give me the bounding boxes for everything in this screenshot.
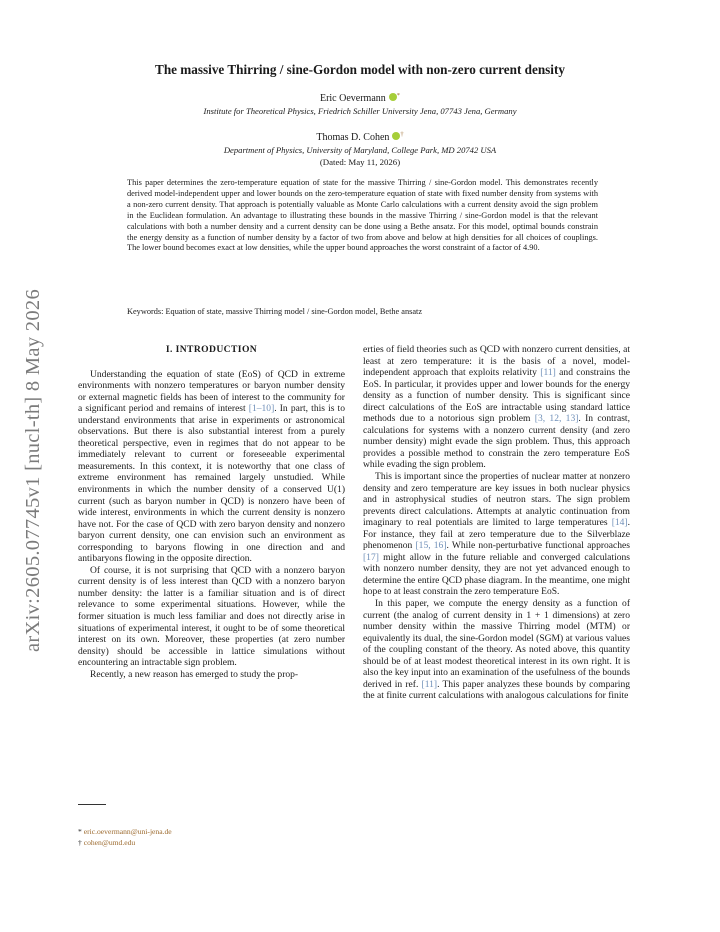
- left-column: [78, 344, 345, 680]
- keywords: Keywords: Equation of state, massive Thirring model / sine-Gordon model, Bethe ansatz: [127, 307, 423, 316]
- intro-paragraph-3: Recently, a new reason has emerged to study the prop-: [90, 668, 299, 680]
- author-1-mark[interactable]: *: [396, 92, 401, 99]
- author-2-name: Thomas D. Cohen: [316, 132, 390, 143]
- section-heading-introduction: I. INTRODUCTION: [165, 344, 258, 355]
- footnote-1: * eric.oevermann@uni-jena.de: [78, 827, 172, 836]
- intro-paragraph-2: Of course, it is not surprising that QCD with a nonzero baryon current density is of less interest than QCD with a nonzero baryon number density: the latter is a familiar situation and is of direct relevance to some experimental situations. However, while the former situation is much less familiar and does not directly arise in situations of experimental interest, it ought to be of some theoretical interest on its own. Moreover, these properties (at zero number density) should be accessible in lattice simulations without encountering an intractable sign problem.: [78, 564, 345, 669]
- citation-link[interactable]: [3, 12, 13]: [534, 413, 579, 425]
- dated-line: (Dated: May 11, 2026): [319, 157, 401, 167]
- footnote-divider: [78, 804, 106, 805]
- citation-link[interactable]: [11]: [540, 367, 556, 379]
- paper-title: The massive Thirring / sine-Gordon model with non-zero current density: [155, 62, 565, 77]
- email-link[interactable]: eric.oevermann@uni-jena.de: [83, 827, 172, 836]
- intro-paragraph-3-cont: erties of field theories such as QCD with nonzero current densities, at least at zero temperature: it is the basis of a novel, model-independent approach that exploits relativity [11] and constrains the EoS. In particular, it provides upper and lower bounds for the energy density as a function of number density. This is significant since direct calculations of the EoS are intractable using standard lattice methods due to a notorious sign problem [3, 12, 13]. In contrast, calculations for systems with a nonzero current density (and zero number density) might evade the sign problem. Thus, this approach provides a possible method to constrain the zero temperature EoS while evading the sign problem.: [363, 344, 630, 471]
- intro-paragraph-5: In this paper, we compute the energy density as a function of current (the analog of current density in 1 + 1 dimensions) at zero number density within the massive Thirring model (MTM) or equivalently its dual, the sine-Gordon model (SGM) at various values of the coupling constant of the theory. As noted above, this quantity should be of at least modest theoretical interest in its own right. It is also the key input into an examination of the usefulness of the bounds derived in ref. [11]. This paper analyzes these bounds by comparing the at finite current calculations with analogous calculations for finite: [363, 598, 631, 702]
- arxiv-identifier[interactable]: arXiv:2605.07745v1 [nucl-th] 8 May 2026: [22, 289, 44, 652]
- right-column: [363, 344, 630, 702]
- footnotes: [78, 826, 172, 848]
- author-2-mark[interactable]: †: [400, 131, 404, 138]
- citation-link[interactable]: [15, 16]: [415, 540, 447, 552]
- author-1-affiliation: Institute for Theoretical Physics, Friedrich Schiller University Jena, 07743 Jena, Germany: [203, 106, 517, 116]
- author-1-name: Eric Oevermann: [319, 93, 386, 104]
- citation-link[interactable]: [14]: [611, 517, 628, 529]
- footnote-2: † cohen@umd.edu: [78, 838, 136, 847]
- orcid-icon[interactable]: [389, 93, 397, 101]
- author-2: [0, 131, 720, 143]
- email-link[interactable]: cohen@umd.edu: [83, 838, 136, 847]
- citation-link[interactable]: [11]: [421, 678, 438, 690]
- author-1: [0, 92, 720, 104]
- author-2-affiliation: Department of Physics, University of Maryland, College Park, MD 20742 USA: [223, 145, 497, 155]
- intro-paragraph-4: This is important since the properties of nuclear matter at nonzero density and zero temperature are key issues in both nuclear physics and in astrophysical studies of neutron stars. The sign problem prevents direct calculations. Attempts at analytic continuation from imaginary to real potentials are limited to large temperatures [14]. For instance, they fail at zero temperature due to the Silverblaze phenomenon [15, 16]. While non-perturbative functional approaches [17] might allow in the future reliable and converged calculations with nonzero number density, they are not yet advanced enough to determine the entire QCD phase diagram. In the meantime, one might hope to at least constrain the zero temperature EoS.: [363, 471, 631, 598]
- citation-link[interactable]: [17]: [363, 551, 379, 563]
- abstract: This paper determines the zero-temperature equation of state for the massive Thirring / sine-Gordon model. This demonstrates recently derived model-independent upper and lower bounds on the zero-temperature equation of state with fixed number density from systems with a non-zero current density. That approach is potentially valuable as Monte Carlo calculations with a current density avoid the sign problem in the Euclidean formulation. An advantage to illustrating these bounds in the massive Thirring / sine-Gordon model is that the relevant calculations with both a number density and a current density can be done using a Bethe ansatz. For this model, optimal bounds constrain the energy density as a function of number density by a factor of two from above and below at high densities for all choices of couplings. The lower bound becomes exact at low densities, while the upper bound approaches the worst constraint of a factor of 4.90.: [127, 178, 598, 253]
- citation-link[interactable]: [1–10]: [248, 403, 275, 415]
- intro-paragraph-1: Understanding the equation of state (EoS) of QCD in extreme environments with nonzero temperatures or baryon number density or external magnetic fields has been of interest to the community for a significant period and remains of interest [1–10]. In part, this is to understand environments that arise in experiments or astronomical observations. But there is also substantial interest from a purely theoretical perspective, even in regimes that do not appear to be immediately relevant to current or foreseeable experimental measurements. In this context, it is noteworthy that one class of extreme environment has remained largely unstudied. While environments in which the number density of a conserved U(1) current (such as baryon number in QCD) is nonzero have been of wide interest, environments in which the current density is nonzero have not. For the case of QCD with zero baryon density and nonzero baryon current density, one can envision such an environment as corresponding to baryons flowing in one direction and and antibaryons flowing in the opposite direction.: [78, 368, 345, 565]
